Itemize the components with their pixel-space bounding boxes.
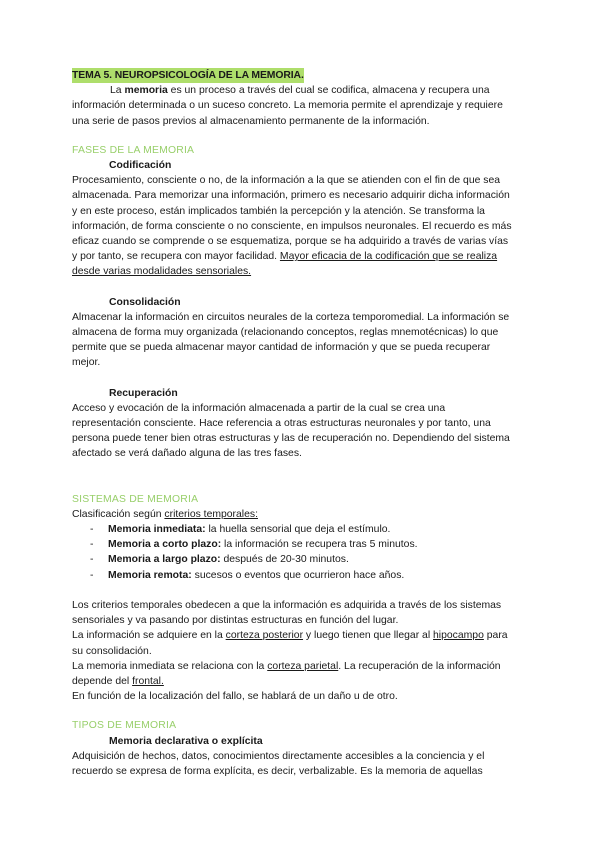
frontal-term: frontal. <box>132 675 164 687</box>
sistemas-paragraph-4: En función de la localización del fallo, se hablará de un daño u de otro. <box>72 691 398 703</box>
codificacion-underlined: Mayor eficacia de la codificación que se realiza desde varias modalidades sensoriales. <box>72 251 498 278</box>
text-span: La información se adquiere en la <box>72 630 226 642</box>
intro-text-c: es un proceso a través del cual se codifica, almacena y recupera una información determinada o un suceso concreto. La memoria permite el aprendizaje y requiere una serie de pasos previos al almacenamiento permanente de la información. <box>72 85 503 127</box>
codificacion-paragraph <box>72 173 514 279</box>
text-span: y luego tienen que llegar al <box>303 630 434 642</box>
list-item-term: Memoria a largo plazo: <box>108 554 221 566</box>
list-item-term: Memoria a corto plazo: <box>108 539 222 551</box>
intro-text-a: La <box>110 85 125 97</box>
sistemas-paragraph-3 <box>72 659 514 689</box>
spacer <box>72 280 514 295</box>
codificacion-text: Procesamiento, consciente o no, de la información a la que se atienden con el fin de que sea almacenada. Para memorizar una información, primero es necesario adquirir dicha información y en este proceso, están implicados también la percepción y la atención. Se transforma la información, de forma consciente o no consciente, en impulsos neuronales. El recuerdo es más eficaz cuando se comprende o se esquematiza, porque se ha adquirido a través de varias vías y por tanto, se recupera con mayor facilidad. <box>72 175 512 263</box>
intro-paragraph <box>72 83 514 129</box>
subheading-recuperacion: Recuperación <box>109 387 178 399</box>
corteza-parietal-term: corteza parietal <box>267 660 339 672</box>
list-item-term: Memoria inmediata: <box>108 524 206 536</box>
document-title: TEMA 5. NEUROPSICOLOGÍA DE LA MEMORIA. <box>72 68 304 83</box>
clasificacion-line <box>72 507 514 522</box>
subheading-consolidacion: Consolidación <box>109 296 181 308</box>
sistemas-paragraph-2 <box>72 628 514 658</box>
list-item-desc: después de 20-30 minutos. <box>220 554 349 566</box>
list-item-term: Memoria remota: <box>108 569 192 581</box>
list-item <box>90 568 514 583</box>
corteza-posterior-term: corteza posterior <box>225 630 304 642</box>
spacer <box>72 371 514 386</box>
subheading-declarativa: Memoria declarativa o explícita <box>109 735 263 747</box>
list-item <box>90 537 514 552</box>
section-heading-sistemas: SISTEMAS DE MEMORIA <box>72 493 199 505</box>
consolidacion-paragraph: Almacenar la información en circuitos neurales de la corteza temporomedial. La información se almacena de forma muy organizada (relacionando conceptos, reglas mnemotécnicas) lo que permite que se pueda almacenar mayor cantidad de información y que se pueda recuperar mejor. <box>72 311 510 369</box>
text-span: La memoria inmediata se relaciona con la <box>72 660 268 672</box>
list-item <box>90 522 514 537</box>
text-span: para su consolidación. <box>72 630 508 657</box>
recuperacion-paragraph: Acceso y evocación de la información almacenada a partir de la cual se crea una representación consciente. Hace referencia a otras estructuras neuronales y por tanto, una persona puede tener bien otras estructuras y las de recuperación no. Dependiendo del sistema afectado se verá dañado alguna de las tres fases. <box>72 402 510 460</box>
spacer <box>72 583 514 598</box>
clasificacion-prefix: Clasificación según <box>72 508 165 520</box>
sistemas-paragraph-1: Los criterios temporales obedecen a que la información es adquirida a través de los sistemas sensoriales y va pasando por distintas estructuras en función del lugar. <box>72 599 502 627</box>
section-heading-tipos: TIPOS DE MEMORIA <box>72 720 177 732</box>
memory-systems-list <box>72 522 514 583</box>
spacer <box>72 462 514 492</box>
list-item-desc: sucesos o eventos que ocurrieron hace años. <box>191 569 405 581</box>
declarativa-paragraph: Adquisición de hechos, datos, conocimientos directamente accesibles a la conciencia y el recuerdo se expresa de forma explícita, es decir, verbalizable. Es la memoria de aquellas <box>72 750 485 777</box>
subheading-codificacion: Codificación <box>109 160 172 172</box>
section-heading-fases: FASES DE LA MEMORIA <box>72 144 195 156</box>
hipocampo-term: hipocampo <box>433 630 484 642</box>
list-item <box>90 552 514 567</box>
list-item-desc: la información se recupera tras 5 minutos. <box>221 539 418 551</box>
document-title-line <box>72 68 514 83</box>
list-item-desc: la huella sensorial que deja el estímulo. <box>205 524 391 536</box>
text-span: . La recuperación de la información depende del <box>72 660 501 687</box>
clasificacion-underlined: criterios temporales: <box>164 508 258 520</box>
intro-keyword: memoria <box>124 85 168 97</box>
